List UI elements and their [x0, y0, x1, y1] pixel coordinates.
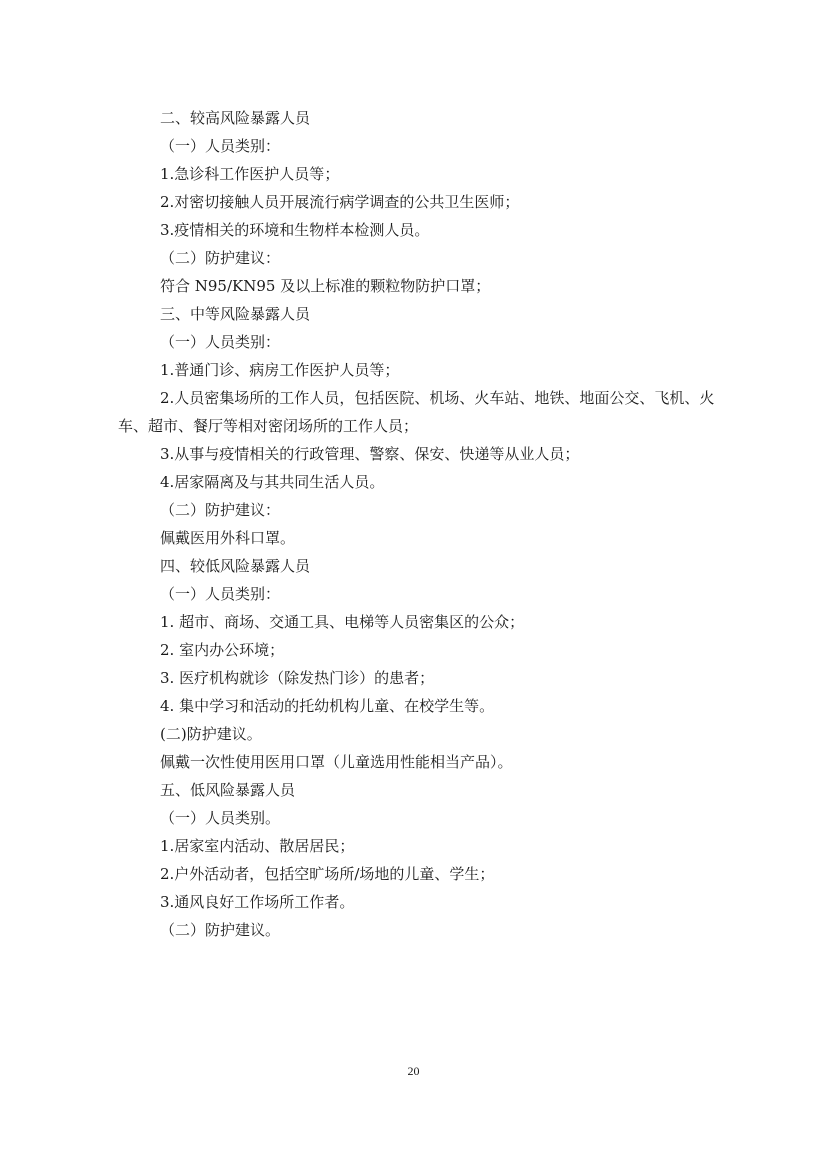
list-item: 2.对密切接触人员开展流行病学调查的公共卫生医师； [160, 193, 520, 211]
subheading-category: （一）人员类别： [160, 585, 281, 603]
section-heading-3: 三、中等风险暴露人员 [160, 305, 311, 323]
list-item: 1. 超市、商场、交通工具、电梯等人员密集区的公众； [160, 613, 525, 631]
page-number: 20 [407, 1064, 420, 1078]
list-item: 4.居家隔离及与其共同生活人员。 [160, 473, 385, 491]
list-item: 2.户外活动者，包括空旷场所/场地的儿童、学生； [160, 865, 495, 883]
subheading-advice: （二）防护建议： [160, 501, 281, 519]
list-item: 1.居家室内活动、散居居民； [160, 837, 355, 855]
list-item: 4. 集中学习和活动的托幼机构儿童、在校学生等。 [160, 697, 495, 715]
list-item: 3.疫情相关的环境和生物样本检测人员。 [160, 221, 430, 239]
subheading-advice: （二）防护建议。 [160, 921, 281, 939]
section-heading-4: 四、较低风险暴露人员 [160, 557, 311, 575]
advice-text: 佩戴一次性使用医用口罩（儿童选用性能相当产品）。 [160, 753, 513, 771]
list-item: 1.普通门诊、病房工作医护人员等； [160, 361, 400, 379]
subheading-category: （一）人员类别： [160, 137, 281, 155]
subheading-advice: (二)防护建议。 [160, 725, 262, 743]
list-item: 3. 医疗机构就诊（除发热门诊）的患者； [160, 669, 435, 687]
section-heading-5: 五、低风险暴露人员 [160, 781, 296, 799]
list-item: 3.从事与疫情相关的行政管理、警察、保安、快递等从业人员； [160, 445, 580, 463]
list-item: 3.通风良好工作场所工作者。 [160, 893, 355, 911]
subheading-category: （一）人员类别。 [160, 809, 281, 827]
advice-text: 佩戴医用外科口罩。 [160, 529, 296, 547]
section-heading-2: 二、较高风险暴露人员 [160, 109, 311, 127]
list-item-multiline: 2.人员密集场所的工作人员，包括医院、机场、火车站、地铁、地面公交、飞机、火车、超市、餐厅等相对密闭场所的工作人员； [118, 389, 715, 435]
list-item: 1.急诊科工作医护人员等； [160, 165, 340, 183]
document-body [118, 104, 718, 944]
advice-text: 符合 N95/KN95 及以上标准的颗粒物防护口罩； [160, 277, 491, 295]
list-item: 2. 室内办公环境； [160, 641, 285, 659]
subheading-category: （一）人员类别： [160, 333, 281, 351]
subheading-advice: （二）防护建议： [160, 249, 281, 267]
